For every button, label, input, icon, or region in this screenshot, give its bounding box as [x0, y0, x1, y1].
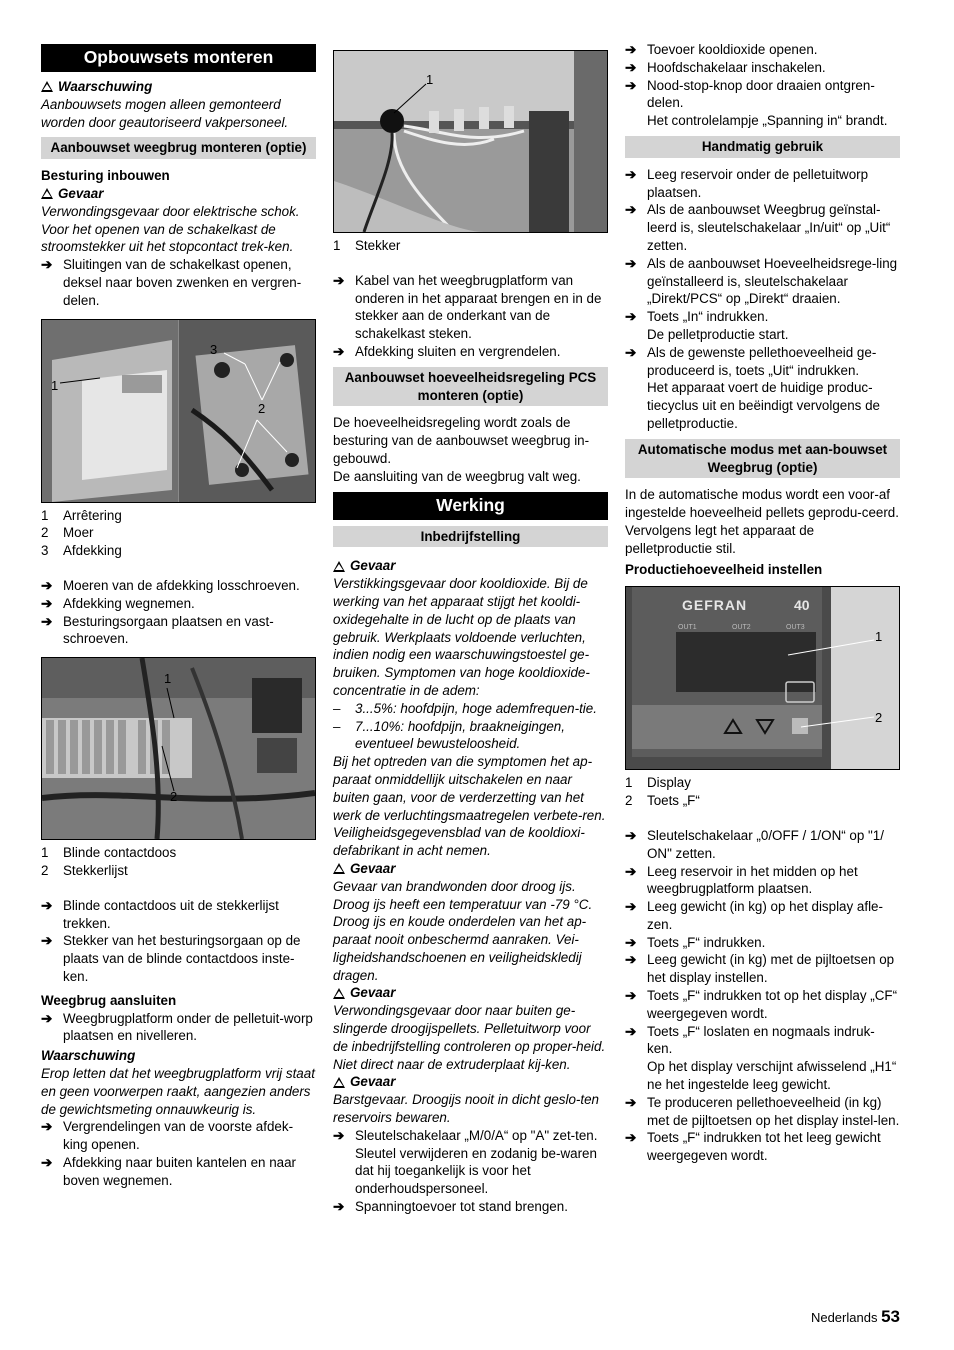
step-note: Het apparaat voert de huidige produc-tiecyclus uit en beëindigt vervolgens de pelletproductie.	[647, 380, 880, 431]
step-item: ➔ Blinde contactdoos uit de stekkerlijst trekken.	[41, 897, 279, 931]
arrow-icon: ➔	[41, 595, 53, 611]
out-label: OUT3	[786, 624, 805, 632]
arrow-icon: ➔	[625, 1094, 637, 1110]
heading-productiehoeveelheid: Productiehoeveelheid instellen	[625, 561, 823, 577]
step-item: ➔ Weegbrugplatform onder de pelletuit-worp plaatsen en nivelleren.	[41, 1010, 313, 1044]
callout-label: 3	[210, 341, 218, 357]
column-3	[625, 41, 900, 1165]
arrow-icon: ➔	[625, 166, 637, 182]
callout-label: 1	[426, 72, 434, 87]
subsection-title-automatisch: Automatische modus met aan-bouwset Weegbrug (optie)	[625, 439, 900, 479]
figure-gefran-display	[625, 586, 900, 770]
danger-heading: Gevaar	[333, 557, 608, 575]
step-item: ➔ Besturingsorgaan plaatsen en vast-schroeven.	[41, 613, 274, 647]
step-item: ➔ Toets „F“ indrukken tot op het display „CF“ weergegeven wordt.	[625, 988, 898, 1021]
legend-item: 3 Afdekking	[41, 543, 122, 559]
column-2	[333, 50, 608, 1216]
step-item: ➔ Sleutelschakelaar „M/0/A“ op "A" zet-ten. Sleutel verwijderen en zodanig be-waren dat hij toegankelijk is voor het onderhoudspersoneel.	[333, 1127, 598, 1197]
arrow-icon: ➔	[41, 613, 53, 629]
step-item: ➔ Moeren van de afdekking losschroeven.	[41, 577, 300, 593]
step-item: ➔ Te produceren pellethoeveelheid (in kg) met de pijltoetsen op het display instel-len.	[625, 1094, 900, 1128]
step-item: ➔ Hoofdschakelaar inschakelen.	[625, 59, 826, 75]
arrow-icon: ➔	[625, 988, 637, 1004]
step-item: ➔ Leeg gewicht (in kg) met de pijltoetsen op het display instellen.	[625, 952, 895, 986]
arrow-icon: ➔	[41, 1119, 53, 1135]
step-note: Op het display verschijnt afwisselend „H1“ ne het ingestelde leeg gewicht.	[647, 1059, 897, 1093]
step-item: ➔ Sleutelschakelaar „0/OFF / 1/ON“ op "1/ ON" zetten.	[625, 827, 884, 861]
callout-label: 2	[170, 789, 178, 805]
arrow-icon: ➔	[333, 1199, 345, 1215]
arrow-icon: ➔	[41, 933, 53, 949]
terminal-strip-photo	[42, 658, 315, 839]
figure-terminal-strip	[41, 657, 316, 840]
legend-item: 1 Blinde contactdoos	[41, 845, 177, 861]
figure-control-box	[41, 319, 316, 503]
arrow-icon: ➔	[625, 827, 637, 843]
dash-item: – 3...5%: hoofdpijn, hoge ademfrequen-tie.	[333, 700, 597, 716]
warning-text: Aanbouwsets mogen alleen gemonteerd worden door geautoriseerd vakpersoneel.	[41, 96, 289, 130]
step-item: ➔ Als de gewenste pellethoeveelheid ge-produceerd is, toets „Uit“ indrukken.	[625, 344, 877, 378]
pcs-text-2: De aansluiting van de weegbrug valt weg.	[333, 468, 581, 484]
subsection-title-pcs: Aanbouwset hoeveelheidsregeling PCS monteren (optie)	[333, 367, 608, 407]
arrow-icon: ➔	[333, 272, 345, 288]
legend-item: 1 Arrêtering	[41, 507, 122, 523]
arrow-icon: ➔	[625, 863, 637, 879]
arrow-icon: ➔	[625, 255, 637, 271]
warning-heading: Waarschuwing	[41, 78, 316, 96]
control-box-photo	[42, 320, 315, 502]
out-label: OUT1	[678, 624, 697, 632]
arrow-icon: ➔	[41, 257, 53, 273]
callout-label: 2	[258, 400, 266, 416]
danger-text: Barstgevaar. Droogijs nooit in dicht geslo-ten reservoirs bewaren.	[333, 1092, 599, 1126]
danger-text: Verwondingsgevaar door elektrische schok. Voor het openen van de schakelkast de stroomstekker uit het stopcontact trek-ken.	[41, 203, 300, 255]
step-item: ➔ Leeg reservoir onder de pelletuitworp plaatsen.	[625, 166, 869, 200]
danger-text: Verwondingsgevaar door naar buiten ge-slingerde droogijspellets. Pelletuitworp voor de inbedrijfstelling controleren op proper-heid. Niet direct naar de extruderplaat kij-ken.	[333, 1003, 606, 1072]
arrow-icon: ➔	[41, 1010, 53, 1026]
legend-item: 1 Stekker	[333, 238, 401, 253]
connector-photo	[334, 51, 607, 232]
warning-triangle-icon	[333, 988, 345, 999]
page-footer	[811, 1308, 900, 1327]
legend-item: 2 Stekkerlijst	[41, 862, 128, 878]
step-note: Het controlelampje „Spanning in“ brandt.	[647, 113, 888, 129]
arrow-icon: ➔	[333, 343, 345, 359]
step-item: ➔ Toevoer kooldioxide openen.	[625, 42, 818, 57]
warning-triangle-icon	[333, 863, 345, 874]
arrow-icon: ➔	[625, 344, 637, 360]
step-note: De pelletproductie start.	[647, 326, 789, 342]
arrow-icon: ➔	[625, 309, 637, 325]
step-item: ➔ Spanningtoevoer tot stand brengen.	[333, 1199, 568, 1215]
gefran-model: 40	[794, 597, 810, 614]
step-item: ➔ Toets „F“ indrukken tot het leeg gewicht weergegeven wordt.	[625, 1130, 881, 1164]
step-item: ➔ Sluitingen van de schakelkast openen, deksel naar boven zwenken en vergren-delen.	[41, 257, 302, 308]
arrow-icon: ➔	[625, 59, 637, 75]
pcs-text: De hoeveelheidsregeling wordt zoals de besturing van de aanbouwset weegbrug in-gebouwd.	[333, 415, 590, 466]
legend-item: 2 Moer	[41, 525, 94, 541]
danger-heading: Gevaar	[333, 860, 608, 878]
heading-besturing: Besturing inbouwen	[41, 168, 170, 184]
arrow-icon: ➔	[333, 1127, 345, 1143]
arrow-icon: ➔	[625, 77, 637, 93]
footer-language: Nederlands	[810, 1310, 878, 1325]
subsection-title-handmatig: Handmatig gebruik	[625, 136, 900, 158]
arrow-icon: ➔	[625, 952, 637, 968]
gefran-brand: GEFRAN	[682, 597, 748, 614]
step-item: ➔ Kabel van het weegbrugplatform van onderen in het apparaat brengen en in de stekker aan de onderkant van de schakelkast steken.	[333, 272, 602, 342]
figure-connector	[333, 50, 608, 233]
step-item: ➔ Leeg gewicht (in kg) op het display afle-zen.	[625, 899, 883, 932]
step-item: ➔ Afdekking sluiten en vergrendelen.	[333, 343, 561, 359]
callout-label: 1	[875, 629, 883, 645]
heading-weegbrug-aansluiten: Weegbrug aansluiten	[41, 992, 177, 1008]
step-item: ➔ Stekker van het besturingsorgaan op de plaats van de blinde contactdoos inste-ken.	[41, 933, 301, 984]
arrow-icon: ➔	[625, 202, 637, 218]
out-label: OUT2	[732, 624, 751, 632]
danger-text: Gevaar van brandwonden door droog ijs. Droog ijs heeft een temperatuur van -79 °C. Droog ijs en koude onderdelen van het ap-paraat nooit onbeschermd aanraken. Vei-ligheidshandschoenen en veiligheidskledij dragen.	[333, 878, 593, 983]
subsection-title-inbedrijfstelling: Inbedrijfstelling	[333, 526, 608, 548]
step-item: ➔ Toets „F“ loslaten en nogmaals indruk-ken.	[625, 1023, 875, 1057]
arrow-icon: ➔	[625, 899, 637, 915]
warning-triangle-icon	[41, 188, 53, 199]
danger-text: Bij het optreden van die symptomen het ap-paraat onmiddellijk uitschakelen en naar buiten gaan, voor de verderzetting van het werk de verluchtingsmaatregelen verbete-ren.	[333, 754, 606, 823]
arrow-icon: ➔	[625, 1023, 637, 1039]
step-item: ➔ Nood-stop-knop door draaien ontgren-delen.	[625, 77, 875, 111]
step-item: ➔ Als de aanbouwset Weegbrug geïnstal-leerd is, sleutelschakelaar „In/uit“ op „Uit“ zetten.	[625, 202, 891, 253]
step-item: ➔ Toets „F“ indrukken.	[625, 934, 766, 950]
danger-heading: Gevaar	[333, 984, 608, 1002]
step-item: ➔ Als de aanbouwset Hoeveelheidsrege-ling geïnstalleerd is, sleutelschakelaar „Direkt/PCS“ op „Direkt“ draaien.	[625, 255, 898, 307]
danger-heading: Gevaar	[333, 1073, 608, 1091]
warning-triangle-icon	[333, 561, 345, 572]
arrow-icon: ➔	[625, 1130, 637, 1146]
danger-text: Verstikkingsgevaar door kooldioxide. Bij de werking van het apparaat stijgt het kooldi-oxidegehalte in de lucht op de plaats van gebruik. Werkplaats voldoende verluchten, indien nodig een waarschuwingstoestel ge-bruiken. Symptomen van hoge kooldioxide-concentratie in de adem:	[333, 576, 590, 698]
arrow-icon: ➔	[41, 1154, 53, 1170]
callout-label: 1	[164, 671, 172, 687]
auto-text: In de automatische modus wordt een voor-af ingestelde hoeveelheid pellets geprodu-ceerd. Vervolgens legt het apparaat de pelletproductie stil.	[625, 487, 899, 556]
arrow-icon: ➔	[41, 577, 53, 593]
arrow-icon: ➔	[41, 897, 53, 913]
legend-item: 1 Display	[625, 775, 691, 791]
step-item: ➔ Afdekking naar buiten kantelen en naar boven wegnemen.	[41, 1154, 297, 1188]
gefran-controller-photo	[626, 587, 899, 769]
warning-triangle-icon	[333, 1077, 345, 1088]
warning-heading-2: Waarschuwing	[41, 1048, 136, 1064]
subsection-title-weegbrug: Aanbouwset weegbrug monteren (optie)	[41, 137, 316, 159]
callout-label: 1	[51, 377, 59, 393]
section-title-werking: Werking	[333, 492, 608, 520]
arrow-icon: ➔	[625, 934, 637, 950]
page-number: 53	[881, 1307, 900, 1326]
danger-text: Veiligheidsgegevensblad van de kooldioxi-defabrikant in acht nemen.	[333, 825, 585, 859]
legend-item: 2 Toets „F“	[625, 793, 700, 809]
dash-item: – 7...10%: hoofdpijn, braakneigingen, eventueel bewusteloosheid.	[333, 718, 565, 752]
danger-heading: Gevaar	[41, 185, 316, 203]
column-1	[41, 44, 316, 1189]
warning-triangle-icon	[41, 81, 53, 92]
step-item: ➔ Vergrendelingen van de voorste afdek-king openen.	[41, 1119, 294, 1153]
step-item: ➔ Afdekking wegnemen.	[41, 595, 195, 611]
arrow-icon: ➔	[625, 42, 637, 57]
step-item: ➔ Leeg reservoir in het midden op het weegbrugplatform plaatsen.	[625, 863, 858, 897]
step-item: ➔ Toets „In“ indrukken.	[625, 309, 769, 325]
warning-text-2: Erop letten dat het weegbrugplatform vrij staat en geen voorwerpen raakt, aangezien anders de gewichtsmeting onnauwkeurig is.	[41, 1065, 315, 1117]
section-title-opbouwsets: Opbouwsets monteren	[41, 44, 316, 72]
callout-label: 2	[875, 710, 883, 726]
